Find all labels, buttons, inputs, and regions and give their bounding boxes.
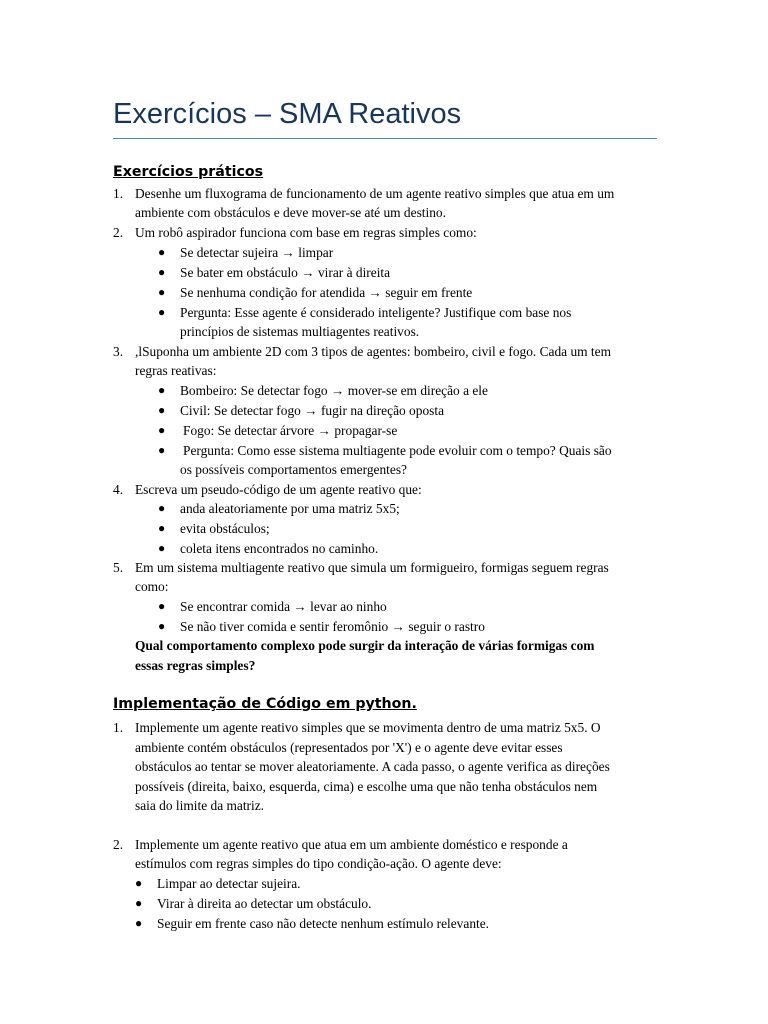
bullet-text: Se bater em obstáculo → virar à direita [180, 265, 391, 280]
bullet-icon: ● [158, 265, 166, 279]
bullet-icon: ● [158, 501, 166, 515]
bullet-icon: ● [135, 916, 143, 930]
bullet-text: Virar à direita ao detectar um obstáculo. [157, 896, 372, 911]
list-number: 1. [113, 720, 124, 735]
bullet-icon: ● [158, 541, 166, 555]
bullet-text: Limpar ao detectar sujeira. [157, 876, 301, 891]
bullet-icon: ● [158, 423, 166, 437]
bullet-text: Fogo: Se detectar árvore → propagar-se [183, 423, 398, 438]
bullet-icon: ● [135, 876, 143, 890]
list-number: 2. [113, 225, 124, 240]
bullet-text: os possíveis comportamentos emergentes? [180, 462, 407, 477]
bullet-text: princípios de sistemas multiagentes reativos. [180, 324, 420, 339]
bullet-icon: ● [158, 305, 166, 319]
bullet-text-part: Pergunta: Esse agente é considerado inteligente? Justifique com base nos [180, 305, 572, 320]
list-item-line: como: [135, 579, 169, 594]
bullet-text: Se não tiver comida e sentir feromônio → seguir o rastro [180, 619, 485, 634]
list-item-line: Implemente um agente reativo simples que se movimenta dentro de uma matriz 5x5. O [135, 720, 601, 735]
bullet-icon: ● [158, 599, 166, 613]
bullet-icon: ● [158, 443, 166, 457]
list-item-line: ambiente contém obstáculos (representados por 'X') e o agente deve evitar esses [135, 740, 563, 755]
bullet-text: Bombeiro: Se detectar fogo → mover-se em direção a ele [180, 383, 488, 398]
list-number: 2. [113, 837, 124, 852]
list-item-line: Escreva um pseudo-código de um agente reativo que: [135, 482, 422, 497]
list-item-line: Desenhe um fluxograma de funcionamento de um agente reativo simples que atua em um [135, 186, 615, 201]
question-line: essas regras simples? [135, 658, 256, 673]
list-number: 4. [113, 482, 124, 497]
title-underline [113, 138, 657, 139]
list-item-line: Em um sistema multiagente reativo que simula um formigueiro, formigas seguem regras [135, 560, 609, 575]
list-item-line: Um robô aspirador funciona com base em regras simples como: [135, 225, 477, 240]
list-number: 5. [113, 560, 124, 575]
list-item-line: ambiente com obstáculos e deve mover-se até um destino. [135, 205, 446, 220]
bullet-text: anda aleatoriamente por uma matriz 5x5; [180, 501, 400, 516]
list-item-line: ,lSuponha um ambiente 2D com 3 tipos de agentes: bombeiro, civil e fogo. Cada um tem [135, 344, 612, 359]
list-number: 3. [113, 344, 124, 359]
bullet-text: Se nenhuma condição for atendida → seguir em frente [180, 285, 473, 300]
list-item-line: obstáculos ao tentar se mover aleatoriamente. A cada passo, o agente verifica as direções [135, 759, 610, 774]
list-item-line: regras reativas: [135, 363, 217, 378]
list-number: 1. [113, 186, 124, 201]
bullet-text: Pergunta: Como esse sistema multiagente pode evoluir com o tempo? Quais são [183, 443, 612, 458]
bullet-text: coleta itens encontrados no caminho. [180, 541, 379, 556]
bullet-icon: ● [158, 383, 166, 397]
section-heading-practical: Exercícios práticos [113, 164, 264, 180]
section-heading-code: Implementação de Código em python. [113, 696, 417, 712]
bullet-icon: ● [158, 285, 166, 299]
bullet-text: evita obstáculos; [180, 521, 270, 536]
bullet-text: Seguir em frente caso não detecte nenhum estímulo relevante. [157, 916, 490, 931]
bullet-icon: ● [158, 521, 166, 535]
bullet-icon: ● [158, 245, 166, 259]
bullet-icon: ● [158, 619, 166, 633]
list-item-line: possíveis (direita, baixo, esquerda, cima) e escolhe uma que não tenha obstáculos nem [135, 779, 598, 794]
bullet-icon: ● [135, 896, 143, 910]
bullet-text: Se encontrar comida → levar ao ninho [180, 599, 387, 614]
bullet-icon: ● [158, 403, 166, 417]
document-title: Exercícios – SMA Reativos [113, 98, 462, 130]
bullet-text [180, 303, 655, 322]
list-item-line: saia do limite da matriz. [135, 798, 265, 813]
list-item-line: Implemente um agente reativo que atua em um ambiente doméstico e responde a [135, 837, 568, 852]
bullet-text: Civil: Se detectar fogo → fugir na direção oposta [180, 403, 445, 418]
question-line: Qual comportamento complexo pode surgir da interação de várias formigas com [135, 638, 595, 653]
list-item-line: estímulos com regras simples do tipo condição-ação. O agente deve: [135, 856, 502, 871]
bullet-text: Se detectar sujeira → limpar [180, 245, 334, 260]
